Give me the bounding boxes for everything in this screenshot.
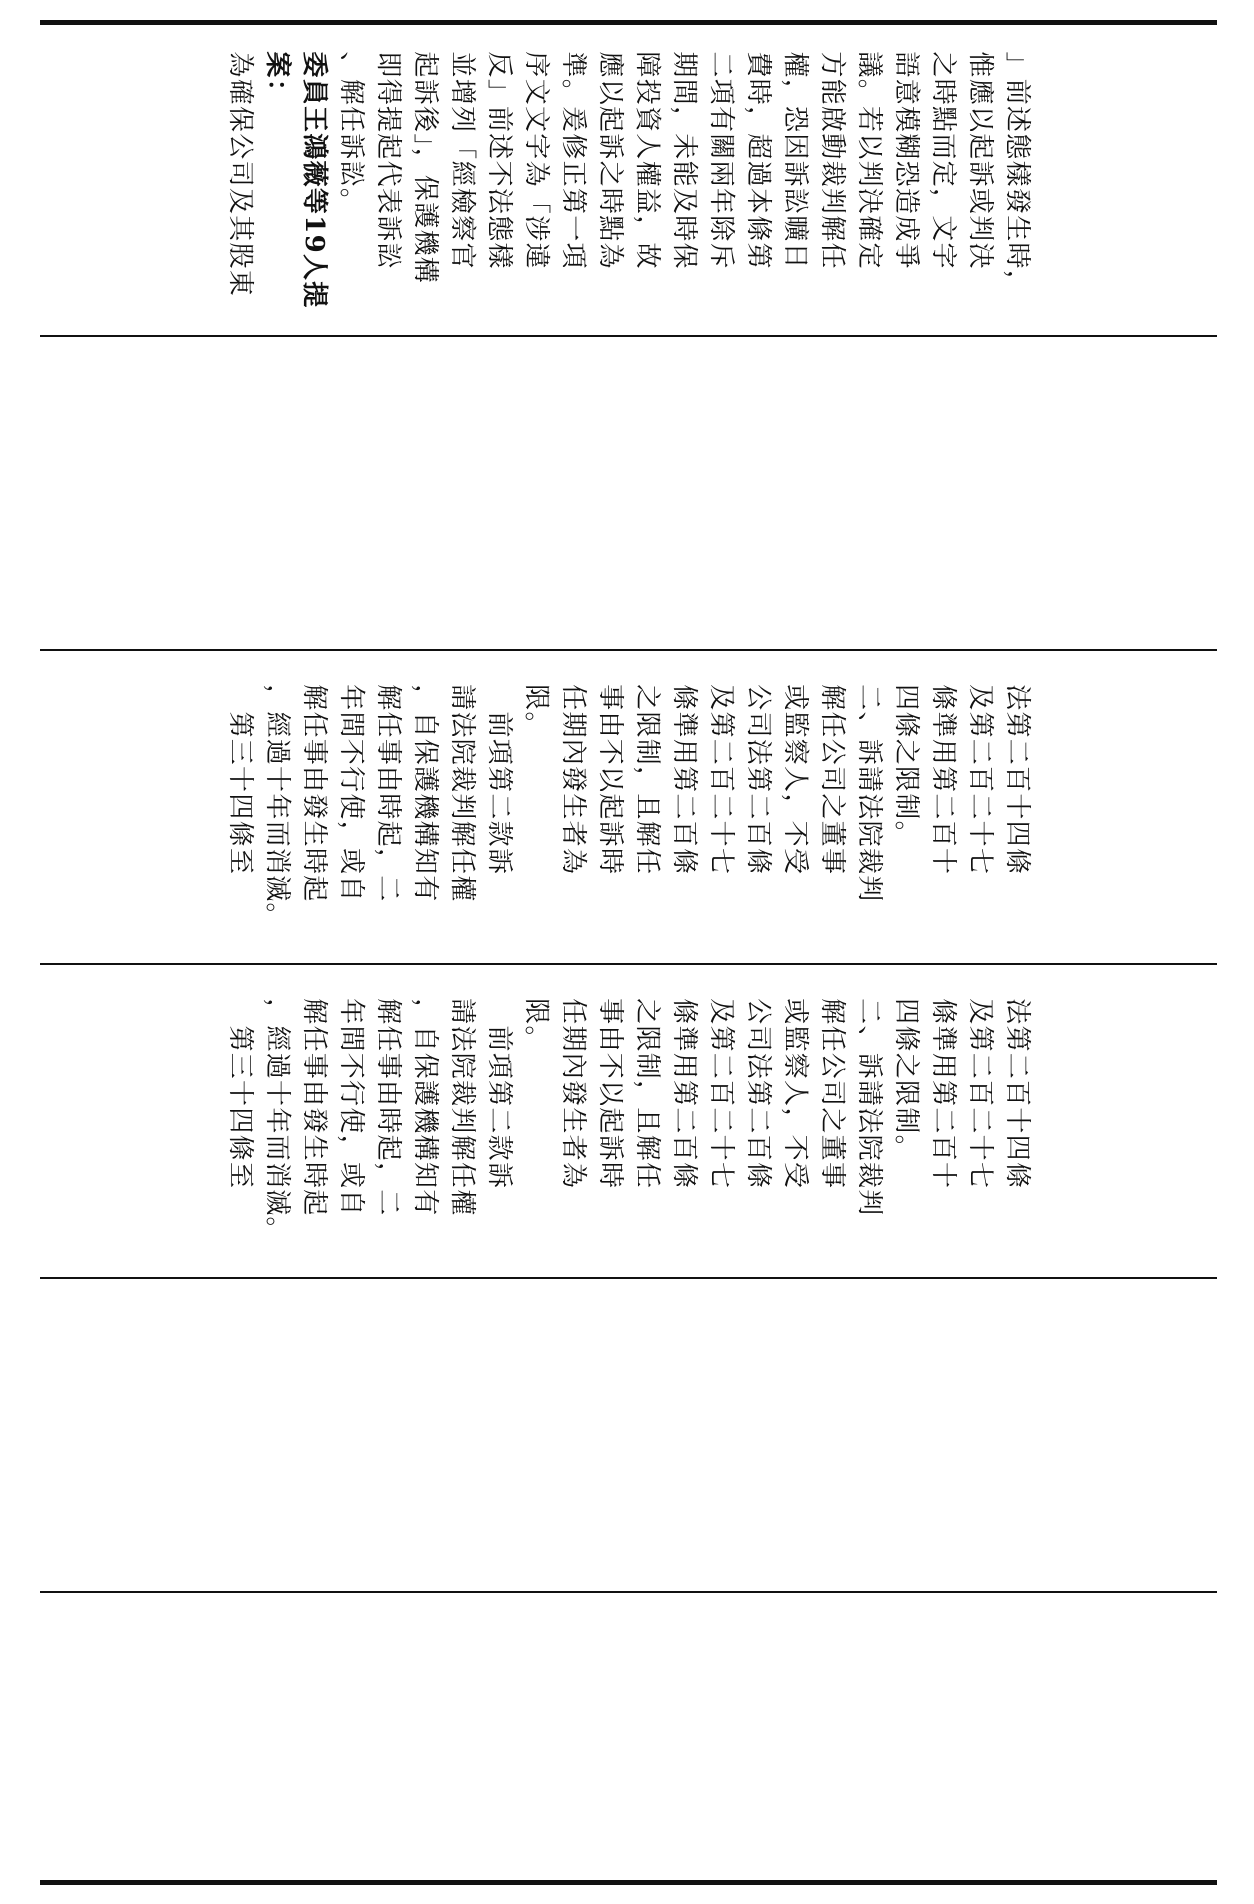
text-line: 二、訴請法院裁判 — [854, 998, 884, 1217]
text-line: 序文文字為「涉違 — [521, 51, 551, 270]
text-line: 議。若以判決確定 — [854, 51, 884, 270]
text-line: 應以起訴之時點為 — [595, 51, 625, 270]
text-line: 前項第二款訴 — [484, 998, 514, 1190]
text-line: 惟應以起訴或判決 — [965, 51, 995, 270]
text-line: 為確保公司及其股東 — [225, 51, 255, 298]
text-line: 第三十四條至 — [225, 684, 255, 876]
text-line: 解任事由時起，二 — [373, 998, 403, 1217]
text-line: 二、訴請法院裁判 — [854, 684, 884, 903]
text-line: 解任公司之董事 — [817, 684, 847, 876]
text-line: ，經過十年而消滅。 — [262, 998, 292, 1244]
panel-article-a — [40, 651, 1217, 963]
text-line: 任期內發生者為 — [558, 684, 588, 876]
text-line: 限。 — [521, 684, 551, 739]
rule-bottom — [40, 1880, 1217, 1885]
text-line: 方能啟動裁判解任 — [817, 51, 847, 270]
text-line: 二項有關兩年除斥 — [706, 51, 736, 270]
text-line: 法第二百十四條 — [1002, 998, 1032, 1190]
text-line: 公司法第二百條 — [743, 998, 773, 1190]
text-line: ，自保護機構知有 — [410, 684, 440, 903]
article-text-a — [222, 684, 1036, 930]
text-line: 條準用第二百條 — [669, 684, 699, 876]
text-line: 即得提起代表訴訟 — [373, 51, 403, 270]
text-line: 並增列「經檢察官 — [447, 51, 477, 270]
text-line: 障投資人權益，故 — [632, 51, 662, 270]
text-line: 及第二百二十七 — [965, 998, 995, 1190]
text-line: 前項第二款訴 — [484, 684, 514, 876]
text-line: 條準用第二百十 — [928, 684, 958, 876]
text-line: 起訴後」，保護機構 — [410, 51, 440, 285]
text-line: 條準用第二百十 — [928, 998, 958, 1190]
text-line: 期間，未能及時保 — [669, 51, 699, 270]
text-line: 請法院裁判解任權 — [447, 684, 477, 903]
text-line: 第三十四條至 — [225, 998, 255, 1190]
panel-empty-1 — [40, 337, 1217, 649]
proposer-heading-cont: 案： — [262, 51, 292, 107]
panel-explanation — [40, 25, 1217, 335]
text-line: 任期內發生者為 — [558, 998, 588, 1190]
text-line: 或監察人，不受 — [780, 684, 810, 876]
text-line: 解任事由發生時起 — [299, 998, 329, 1217]
text-line: 」前述態樣發生時， — [1002, 51, 1032, 298]
text-line: 、解任訴訟。 — [336, 51, 366, 216]
text-line: 權，恐因訴訟曠日 — [780, 51, 810, 270]
text-line: 或監察人，不受 — [780, 998, 810, 1190]
text-line: 條準用第二百條 — [669, 998, 699, 1190]
text-line: 語意模糊恐造成爭 — [891, 51, 921, 270]
text-line: 準。爰修正第一項 — [558, 51, 588, 270]
text-line: ，自保護機構知有 — [410, 998, 440, 1217]
text-line: 四條之限制。 — [891, 684, 921, 848]
text-line: 事由不以起訴時 — [595, 998, 625, 1190]
text-line: 法第二百十四條 — [1002, 684, 1032, 876]
text-line: 之時點而定，文字 — [928, 51, 958, 270]
explanation-text — [222, 51, 1036, 308]
text-line: 解任事由發生時起 — [299, 684, 329, 903]
panel-article-b — [40, 965, 1217, 1277]
text-line: 反」前述不法態樣 — [484, 51, 514, 270]
text-line: 請法院裁判解任權 — [447, 998, 477, 1217]
text-line: 公司法第二百條 — [743, 684, 773, 876]
panel-empty-2 — [40, 1279, 1217, 1591]
text-line: 四條之限制。 — [891, 998, 921, 1162]
text-line: 年間不行使，或自 — [336, 684, 366, 903]
article-text-b — [222, 998, 1036, 1244]
text-line: 限。 — [521, 998, 551, 1053]
text-line: 之限制，且解任 — [632, 998, 662, 1190]
text-line: 年間不行使，或自 — [336, 998, 366, 1217]
text-line: 及第二百二十七 — [965, 684, 995, 876]
proposer-heading: 委員王鴻薇等19人提 — [299, 51, 329, 309]
text-line: 解任事由時起，二 — [373, 684, 403, 903]
panel-empty-3 — [40, 1593, 1217, 1880]
text-line: ，經過十年而消滅。 — [262, 684, 292, 930]
text-line: 之限制，且解任 — [632, 684, 662, 876]
text-line: 及第二百二十七 — [706, 684, 736, 876]
text-line: 及第二百二十七 — [706, 998, 736, 1190]
text-line: 費時，超過本條第 — [743, 51, 773, 270]
text-line: 事由不以起訴時 — [595, 684, 625, 876]
text-line: 解任公司之董事 — [817, 998, 847, 1190]
